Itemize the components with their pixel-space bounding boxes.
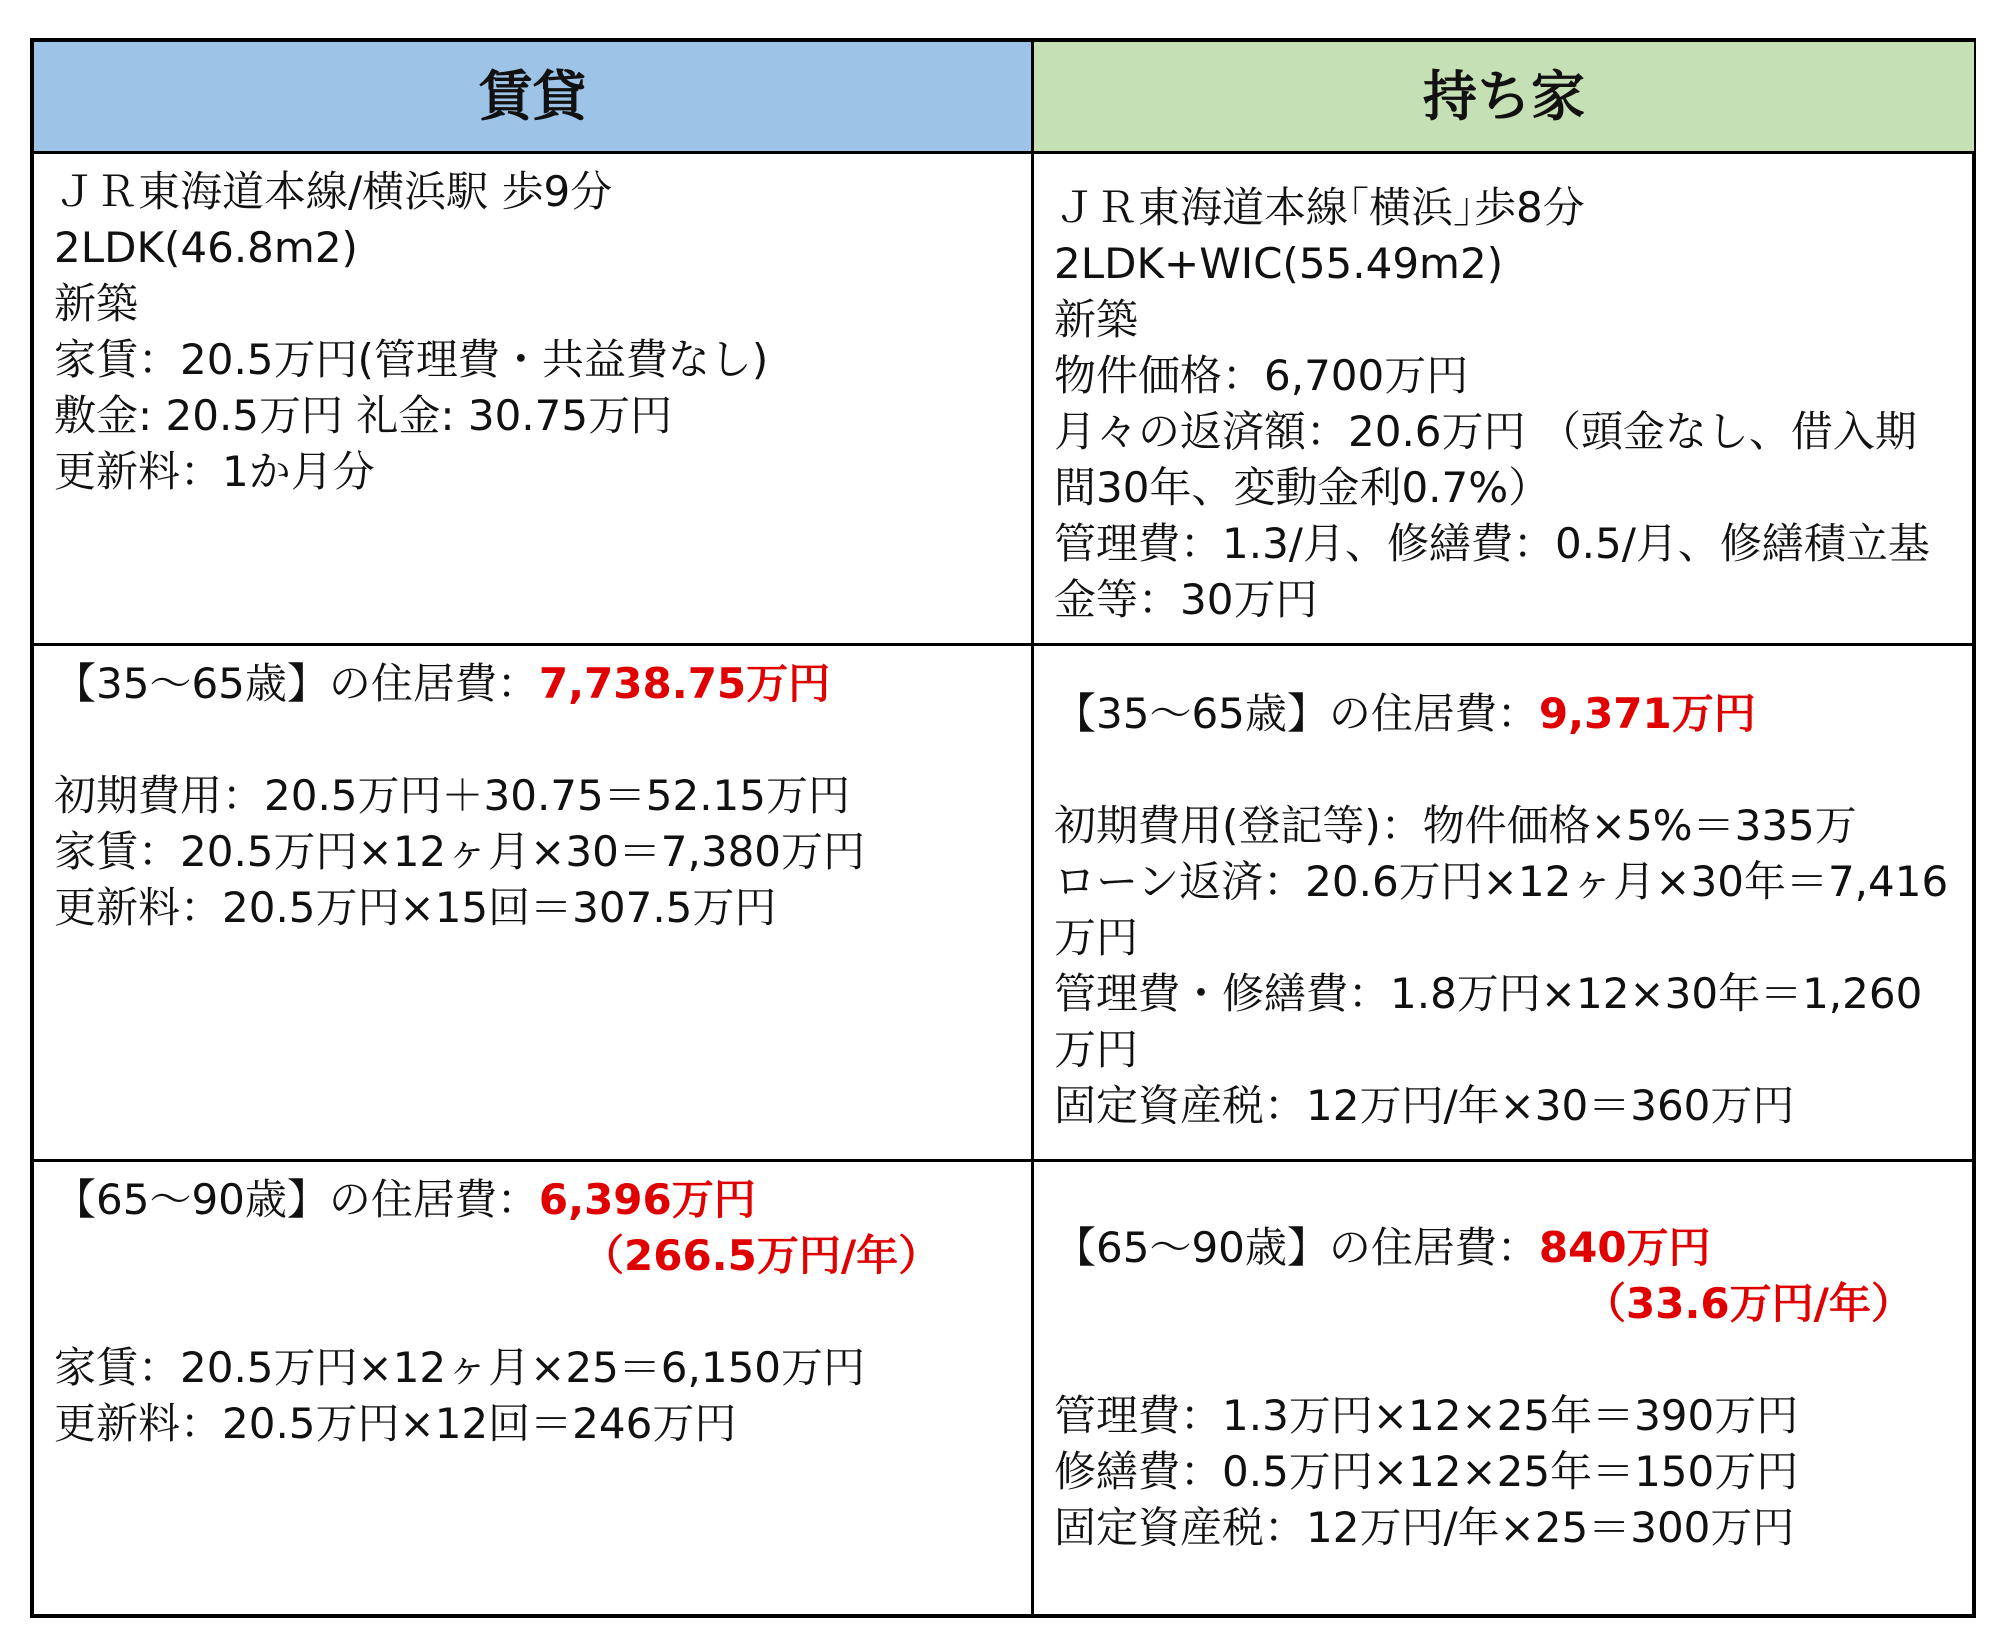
rent-property-details	[34, 154, 1034, 646]
rent-cost-65-90	[34, 1162, 1034, 1614]
own-station: ＪＲ東海道本線｢横浜｣歩8分	[1054, 183, 1585, 232]
rent-cost-65-90-label: 【65～90歳】の住居費：	[54, 1175, 539, 1224]
rent-cost-35-65-heading	[54, 656, 1011, 712]
rent-renewal-total-65-90: 更新料：20.5万円×12回＝246万円	[54, 1399, 737, 1448]
header-own: 持ち家	[1034, 42, 1974, 154]
rent-cost-35-65	[34, 646, 1034, 1162]
own-cost-65-90-heading	[1054, 1220, 1954, 1276]
rent-deposit: 敷金: 20.5万円 礼金: 30.75万円	[54, 391, 673, 440]
own-maintenance-total: 管理費・修繕費：1.8万円×12×30年＝1,260万円	[1054, 969, 1923, 1074]
rent-layout: 2LDK(46.8m2)	[54, 223, 358, 272]
comparison-table	[30, 38, 1976, 1618]
own-initial-cost: 初期費用(登記等)：物件価格×5%＝335万	[1054, 801, 1857, 850]
rent-cost-65-90-heading	[54, 1172, 1011, 1228]
own-cost-65-90-per-year: （33.6万円/年）	[1584, 1279, 1913, 1328]
own-cost-65-90	[1034, 1162, 1974, 1614]
own-repayment: 月々の返済額：20.6万円 （頭金なし、借入期間30年、変動金利0.7%）	[1054, 407, 1917, 512]
own-repair-total-65-90: 修繕費：0.5万円×12×25年＝150万円	[1054, 1447, 1799, 1496]
rent-cost-65-90-per-year: （266.5万円/年）	[582, 1231, 941, 1280]
own-cost-35-65-heading	[1054, 686, 1954, 742]
rent-cost-35-65-total: 7,738.75万円	[538, 659, 831, 708]
own-cost-35-65	[1034, 646, 1974, 1162]
rent-initial-cost: 初期費用：20.5万円＋30.75＝52.15万円	[54, 771, 850, 820]
rent-renewal-total: 更新料：20.5万円×15回＝307.5万円	[54, 883, 777, 932]
rent-age: 新築	[54, 279, 139, 328]
rent-rent-total: 家賃：20.5万円×12ヶ月×30＝7,380万円	[54, 827, 866, 876]
rent-cost-65-90-total: 6,396万円	[538, 1175, 756, 1224]
header-rent: 賃貸	[34, 42, 1034, 154]
rent-rent-total-65-90: 家賃：20.5万円×12ヶ月×25＝6,150万円	[54, 1343, 866, 1392]
own-cost-65-90-label: 【65～90歳】の住居費：	[1054, 1223, 1539, 1272]
own-loan-total: ローン返済：20.6万円×12ヶ月×30年＝7,416万円	[1054, 857, 1949, 962]
rent-renewal: 更新料：1か月分	[54, 447, 375, 496]
own-price: 物件価格：6,700万円	[1054, 351, 1469, 400]
own-management-total-65-90: 管理費：1.3万円×12×25年＝390万円	[1054, 1391, 1799, 1440]
own-maintenance: 管理費：1.3/月、修繕費：0.5/月、修繕積立基金等：30万円	[1054, 519, 1930, 624]
rent-cost-35-65-label: 【35～65歳】の住居費：	[54, 659, 539, 708]
own-cost-65-90-total: 840万円	[1538, 1223, 1711, 1272]
own-cost-35-65-label: 【35～65歳】の住居費：	[1054, 689, 1539, 738]
own-property-tax-total: 固定資産税：12万円/年×30＝360万円	[1054, 1081, 1795, 1130]
own-cost-35-65-total: 9,371万円	[1538, 689, 1756, 738]
own-age: 新築	[1054, 295, 1139, 344]
own-property-tax-total-65-90: 固定資産税：12万円/年×25＝300万円	[1054, 1503, 1795, 1552]
rent-monthly: 家賃：20.5万円(管理費・共益費なし)	[54, 335, 769, 384]
rent-station: ＪＲ東海道本線/横浜駅 歩9分	[54, 167, 613, 216]
own-layout: 2LDK+WIC(55.49m2)	[1054, 239, 1504, 288]
own-property-details	[1034, 154, 1974, 646]
